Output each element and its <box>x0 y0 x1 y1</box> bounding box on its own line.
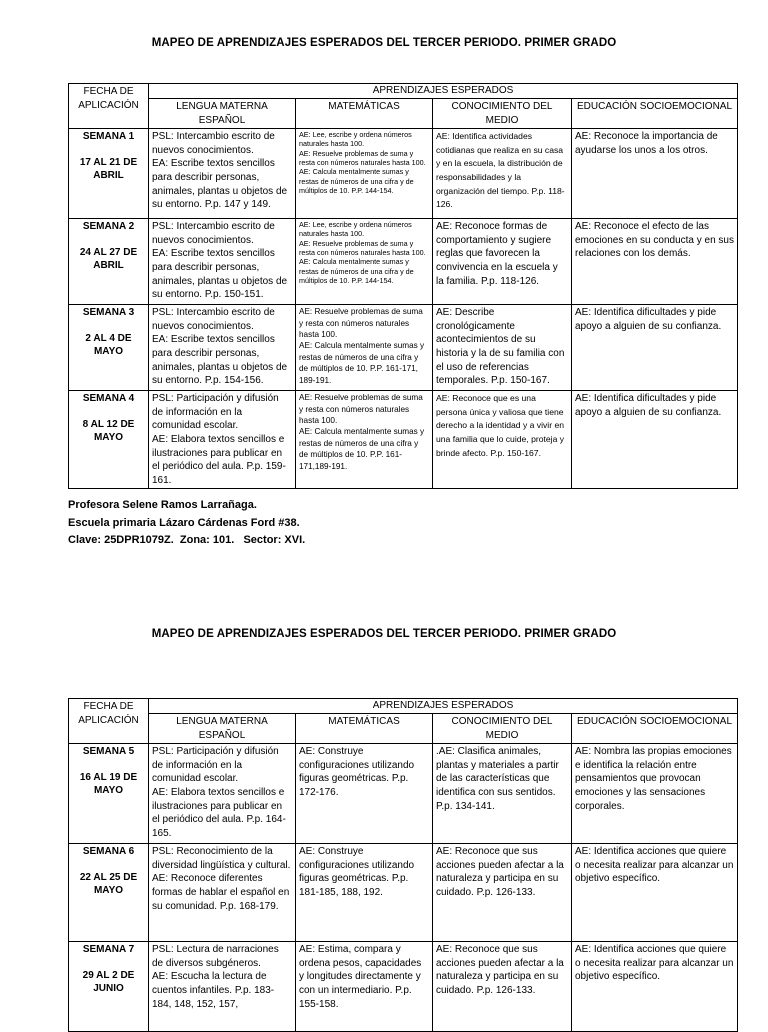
lengua-cell: PSL: Intercambio escrito de nuevos conocimientos. EA: Escribe textos sencillos para describir personas, animales, plantas u objetos de su entorno. P.p. 150-151. <box>149 219 296 305</box>
header-educacion: EDUCACIÓN SOCIOEMOCIONAL <box>572 99 738 129</box>
lengua-cell: PSL: Participación y difusión de información en la comunidad escolar. AE: Elabora textos sencillos e ilustraciones para publicar en el periódico del aula. P.p. 159-161. <box>149 391 296 489</box>
table-row <box>69 219 738 305</box>
date-cell <box>69 305 149 391</box>
matematicas-cell: AE: Lee, escribe y ordena números naturales hasta 100. AE: Resuelve problemas de suma y resta con números naturales hasta 100. AE: Calcula mentalmente sumas y restas de números de una cifra y de múltiplos de 10. P.P. 144-154. <box>296 129 433 219</box>
educacion-cell: AE: Nombra las propias emociones e identifica la relación entre pensamientos que provocan emociones y las sensaciones corporales. <box>572 744 738 844</box>
date-range: 29 AL 2 DE JUNIO <box>82 969 135 995</box>
matematicas-cell: AE: Construye configuraciones utilizando figuras geométricas. P.p. 181-185, 188, 192. <box>296 844 433 942</box>
page-title: MAPEO DE APRENDIZAJES ESPERADOS DEL TERCER PERIODO. PRIMER GRADO <box>151 628 617 640</box>
page-title: MAPEO DE APRENDIZAJES ESPERADOS DEL TERCER PERIODO. PRIMER GRADO <box>151 37 617 49</box>
lengua-cell: PSL: Intercambio escrito de nuevos conocimientos. EA: Escribe textos sencillos para describir personas, animales, plantas u objetos de su entorno. P.p. 154-156. <box>149 305 296 391</box>
header-fecha: FECHA DE APLICACIÓN <box>69 84 149 129</box>
date-range: 17 AL 21 DE ABRIL <box>79 156 138 182</box>
week-label: SEMANA 2 <box>82 221 135 233</box>
educacion-cell: AE: Identifica acciones que quiere o necesita realizar para alcanzar un objetivo específico. <box>572 942 738 1032</box>
educacion-cell: AE: Identifica dificultades y pide apoyo a alguien de su confianza. <box>572 391 738 489</box>
date-cell <box>69 129 149 219</box>
header-fecha: FECHA DE APLICACIÓN <box>69 699 149 744</box>
conocimiento-cell: AE: Reconoce formas de comportamiento y sugiere reglas que favorecen la convivencia en la escuela y la familia. P.p. 118-126. <box>433 219 572 305</box>
conocimiento-cell: AE: Reconoce que sus acciones pueden afectar a la naturaleza y participa en su cuidado. P.p. 126-133. <box>433 844 572 942</box>
learning-map-table <box>68 698 738 1032</box>
lengua-cell: PSL: Lectura de narraciones de diversos subgéneros. AE: Escucha la lectura de cuentos infantiles. P.p. 183-184, 148, 152, 157, <box>149 942 296 1032</box>
date-cell <box>69 844 149 942</box>
table-row <box>69 942 738 1032</box>
week-label: SEMANA 3 <box>82 307 135 319</box>
conocimiento-cell: .AE: Clasifica animales, plantas y materiales a partir de las características que identifica con sus sentidos. P.p. 134-141. <box>433 744 572 844</box>
table-row <box>69 129 738 219</box>
educacion-cell: AE: Identifica dificultades y pide apoyo a alguien de su confianza. <box>572 305 738 391</box>
header-aprendizajes: APRENDIZAJES ESPERADOS <box>149 84 738 99</box>
lengua-cell: PSL: Intercambio escrito de nuevos conocimientos. EA: Escribe textos sencillos para describir personas, animales, plantas u objetos de su entorno. P.p. 147 y 149. <box>149 129 296 219</box>
week-label: SEMANA 7 <box>82 944 135 956</box>
week-label: SEMANA 5 <box>82 746 135 758</box>
table-row <box>69 305 738 391</box>
lengua-cell: PSL: Participación y difusión de información en la comunidad escolar. AE: Elabora textos sencillos e ilustraciones para publicar en el periódico del aula. P.p. 164-165. <box>149 744 296 844</box>
matematicas-cell: AE: Lee, escribe y ordena números naturales hasta 100. AE: Resuelve problemas de suma y resta con números naturales hasta 100. AE: Calcula mentalmente sumas y restas de números de una cifra y de múltiplos de 10. P.P. 144-154. <box>296 219 433 305</box>
header-aprendizajes: APRENDIZAJES ESPERADOS <box>149 699 738 714</box>
header-lengua: LENGUA MATERNA ESPAÑOL <box>149 99 296 129</box>
educacion-cell: AE: Reconoce la importancia de ayudarse los unos a los otros. <box>572 129 738 219</box>
matematicas-cell: AE: Estima, compara y ordena pesos, capacidades y longitudes directamente y con un intermediario. P.p. 155-158. <box>296 942 433 1032</box>
conocimiento-cell: AE: Identifica actividades cotidianas que realiza en su casa y en la escuela, la distribución de responsabilidades y la organización del tiempo. P.p. 118-126. <box>433 129 572 219</box>
date-cell <box>69 391 149 489</box>
date-range: 24 AL 27 DE ABRIL <box>79 246 138 272</box>
matematicas-cell: AE: Resuelve problemas de suma y resta con números naturales hasta 100. AE: Calcula mentalmente sumas y restas de números de una cifra y de múltiplos de 10. P.P. 161-171, 189-191. <box>296 305 433 391</box>
date-range: 16 AL 19 DE MAYO <box>79 771 138 797</box>
matematicas-cell: AE: Resuelve problemas de suma y resta con números naturales hasta 100. AE: Calcula mentalmente sumas y restas de números de una cifra y de múltiplos de 10. P.P. 161-171,189-191. <box>296 391 433 489</box>
week-label: SEMANA 1 <box>82 131 135 143</box>
date-range: 2 AL 4 DE MAYO <box>85 332 132 358</box>
conocimiento-cell: AE: Reconoce que es una persona única y valiosa que tiene derecho a la identidad y a vivir en una familia que lo cuide, proteja y brinde afecto. P.p. 150-167. <box>433 391 572 489</box>
header-lengua: LENGUA MATERNA ESPAÑOL <box>149 714 296 744</box>
week-label: SEMANA 6 <box>82 846 135 858</box>
date-cell <box>69 942 149 1032</box>
date-range: 8 AL 12 DE MAYO <box>82 418 135 444</box>
educacion-cell: AE: Identifica acciones que quiere o necesita realizar para alcanzar un objetivo específico. <box>572 844 738 942</box>
conocimiento-cell: AE: Reconoce que sus acciones pueden afectar a la naturaleza y participa en su cuidado. P.p. 126-133. <box>433 942 572 1032</box>
lengua-cell: PSL: Reconocimiento de la diversidad lingüística y cultural. AE: Reconoce diferentes formas de hablar el español en su comunidad. P.p. 168-179. <box>149 844 296 942</box>
table-row <box>69 744 738 844</box>
date-range: 22 AL 25 DE MAYO <box>79 871 138 897</box>
educacion-cell: AE: Reconoce el efecto de las emociones en su conducta y en sus relaciones con los demás. <box>572 219 738 305</box>
table-row <box>69 391 738 489</box>
conocimiento-cell: AE: Describe cronológicamente acontecimientos de su historia y la de su familia con el uso de referencias temporales. P.p. 150-167. <box>433 305 572 391</box>
date-cell <box>69 219 149 305</box>
teacher-name: Profesora Selene Ramos Larrañaga. <box>68 499 257 511</box>
header-matematicas: MATEMÁTICAS <box>296 714 433 744</box>
table-row <box>69 844 738 942</box>
learning-map-table <box>68 83 738 489</box>
school-code: Clave: 25DPR1079Z. Zona: 101. Sector: XVI. <box>68 534 306 546</box>
week-label: SEMANA 4 <box>82 393 135 405</box>
footer-info <box>68 497 305 550</box>
header-conocimiento: CONOCIMIENTO DEL MEDIO <box>433 99 572 129</box>
header-educacion: EDUCACIÓN SOCIOEMOCIONAL <box>572 714 738 744</box>
date-cell <box>69 744 149 844</box>
school-name: Escuela primaria Lázaro Cárdenas Ford #38. <box>68 516 300 529</box>
header-matematicas: MATEMÁTICAS <box>296 99 433 129</box>
header-conocimiento: CONOCIMIENTO DEL MEDIO <box>433 714 572 744</box>
matematicas-cell: AE: Construye configuraciones utilizando figuras geométricas. P.p. 172-176. <box>296 744 433 844</box>
